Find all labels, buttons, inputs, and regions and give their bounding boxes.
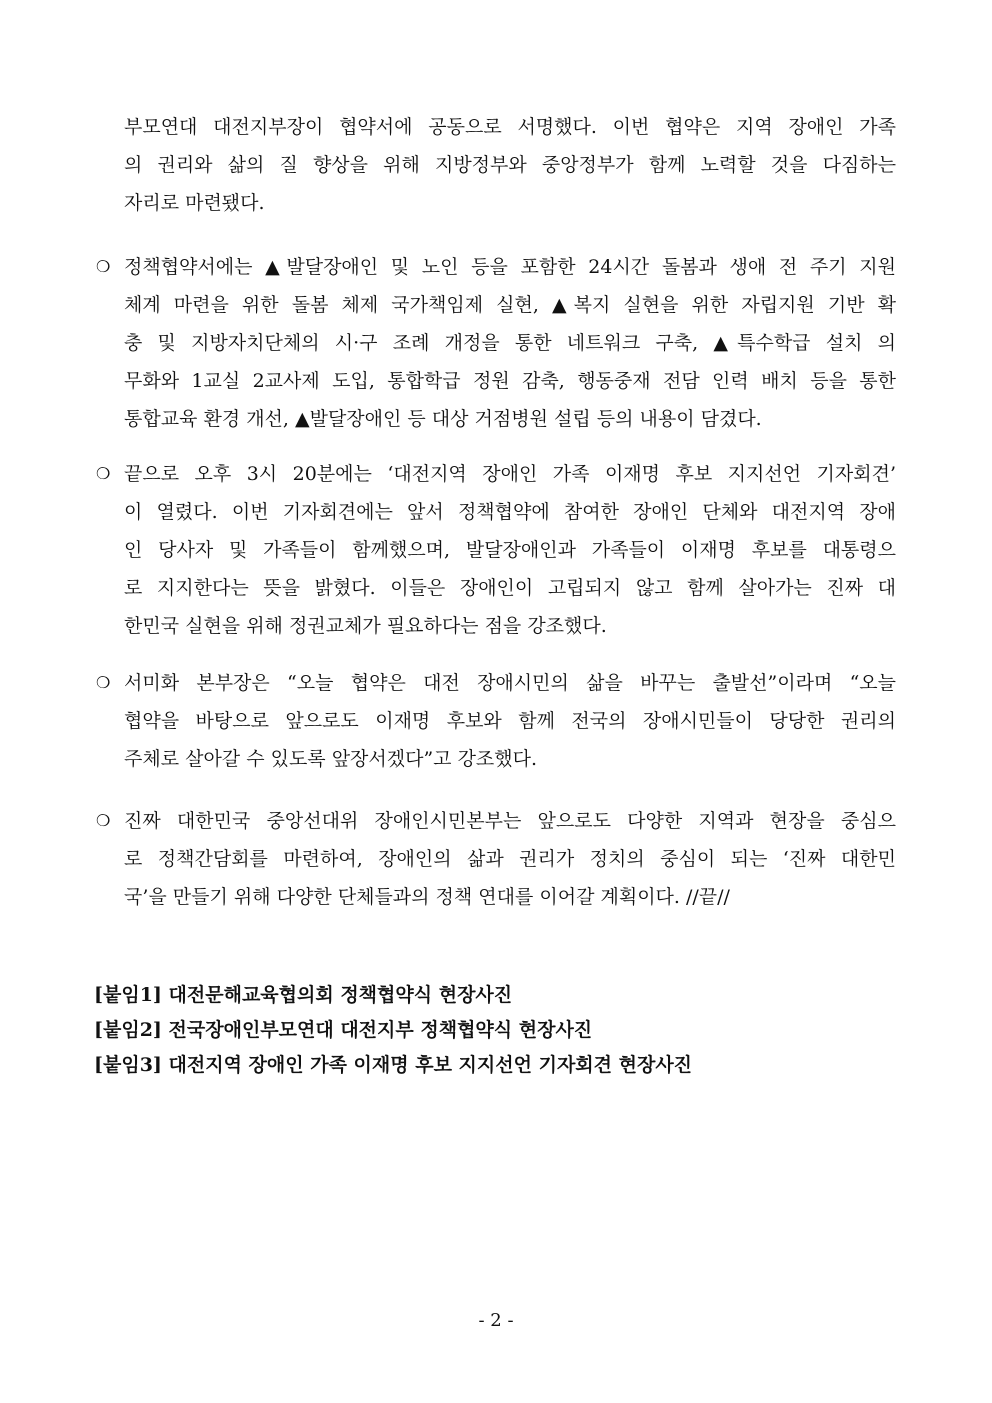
text-line-content: 진짜 대한민국 중앙선대위 장애인시민본부는 앞으로도 다양한 지역과 현장을 중심으 [124,810,896,832]
text-line: 한민국 실현을 위해 정권교체가 필요하다는 점을 강조했다. [124,615,607,637]
paragraph-continuation [96,108,896,222]
text-line: 자리로 마련됐다. [124,192,265,214]
text-line [96,664,896,702]
attachment-3: [붙임3] 대전지역 장애인 가족 이재명 후보 지지선언 기자회견 현장사진 [94,1054,693,1076]
text-line: 부모연대 대전지부장이 협약서에 공동으로 서명했다. 이번 협약은 지역 장애인 가족 [124,116,896,138]
text-line: 체계 마련을 위한 돌봄 체제 국가책임제 실현, ▲복지 실현을 위한 자립지원 기반 확 [124,294,896,316]
text-line: 협약을 바탕으로 앞으로도 이재명 후보와 함께 전국의 장애시민들이 당당한 권리의 [124,710,896,732]
text-line: 주체로 살아갈 수 있도록 앞장서겠다”고 강조했다. [124,748,538,770]
text-line [96,455,896,493]
text-line: 의 권리와 삶의 질 향상을 위해 지방정부와 중앙정부가 함께 노력할 것을 다짐하는 [124,154,896,176]
paragraph-quote [96,664,896,778]
attachment-1: [붙임1] 대전문해교육협의회 정책협약식 현장사진 [94,984,513,1006]
paragraph-press-conference [96,455,896,645]
bullet-circle-icon: ❍ [96,811,111,830]
paragraph-policy-agreement [96,248,896,438]
text-line: 충 및 지방자치단체의 시·구 조례 개정을 통한 네트워크 구축, ▲특수학급 설치 의 [124,332,896,354]
text-line: 이 열렸다. 이번 기자회견에는 앞서 정책협약에 참여한 장애인 단체와 대전지역 장애 [124,501,896,523]
text-line: 인 당사자 및 가족들이 함께했으며, 발달장애인과 가족들이 이재명 후보를 대통령으 [124,539,896,561]
text-line-content: 정책협약서에는 ▲발달장애인 및 노인 등을 포함한 24시간 돌봄과 생애 전 주기 지원 [124,256,896,278]
text-line [96,802,896,840]
text-line: 로 지지한다는 뜻을 밝혔다. 이들은 장애인이 고립되지 않고 함께 살아가는 진짜 대 [124,577,896,599]
text-line-content: 끝으로 오후 3시 20분에는 ‘대전지역 장애인 가족 이재명 후보 지지선언 기자회견’ [124,463,896,485]
attachment-2: [붙임2] 전국장애인부모연대 대전지부 정책협약식 현장사진 [94,1019,593,1041]
bullet-circle-icon: ❍ [96,257,111,276]
text-line-content: 서미화 본부장은 “오늘 협약은 대전 장애시민의 삶을 바꾸는 출발선”이라며 “오늘 [124,672,896,694]
text-line: 무화와 1교실 2교사제 도입, 통합학급 정원 감축, 행동중재 전담 인력 배치 등을 통한 [124,370,896,392]
page-number: - 2 - [478,1310,514,1331]
text-line: 로 정책간담회를 마련하여, 장애인의 삶과 권리가 정치의 중심이 되는 ‘진짜 대한민 [124,848,896,870]
text-line [96,248,896,286]
bullet-circle-icon: ❍ [96,464,111,483]
bullet-circle-icon: ❍ [96,673,111,692]
paragraph-future-plan [96,802,896,916]
text-line: 국’을 만들기 위해 다양한 단체들과의 정책 연대를 이어갈 계획이다. //끝// [124,886,730,908]
text-line: 통합교육 환경 개선, ▲발달장애인 등 대상 거점병원 설립 등의 내용이 담겼다. [124,408,762,430]
